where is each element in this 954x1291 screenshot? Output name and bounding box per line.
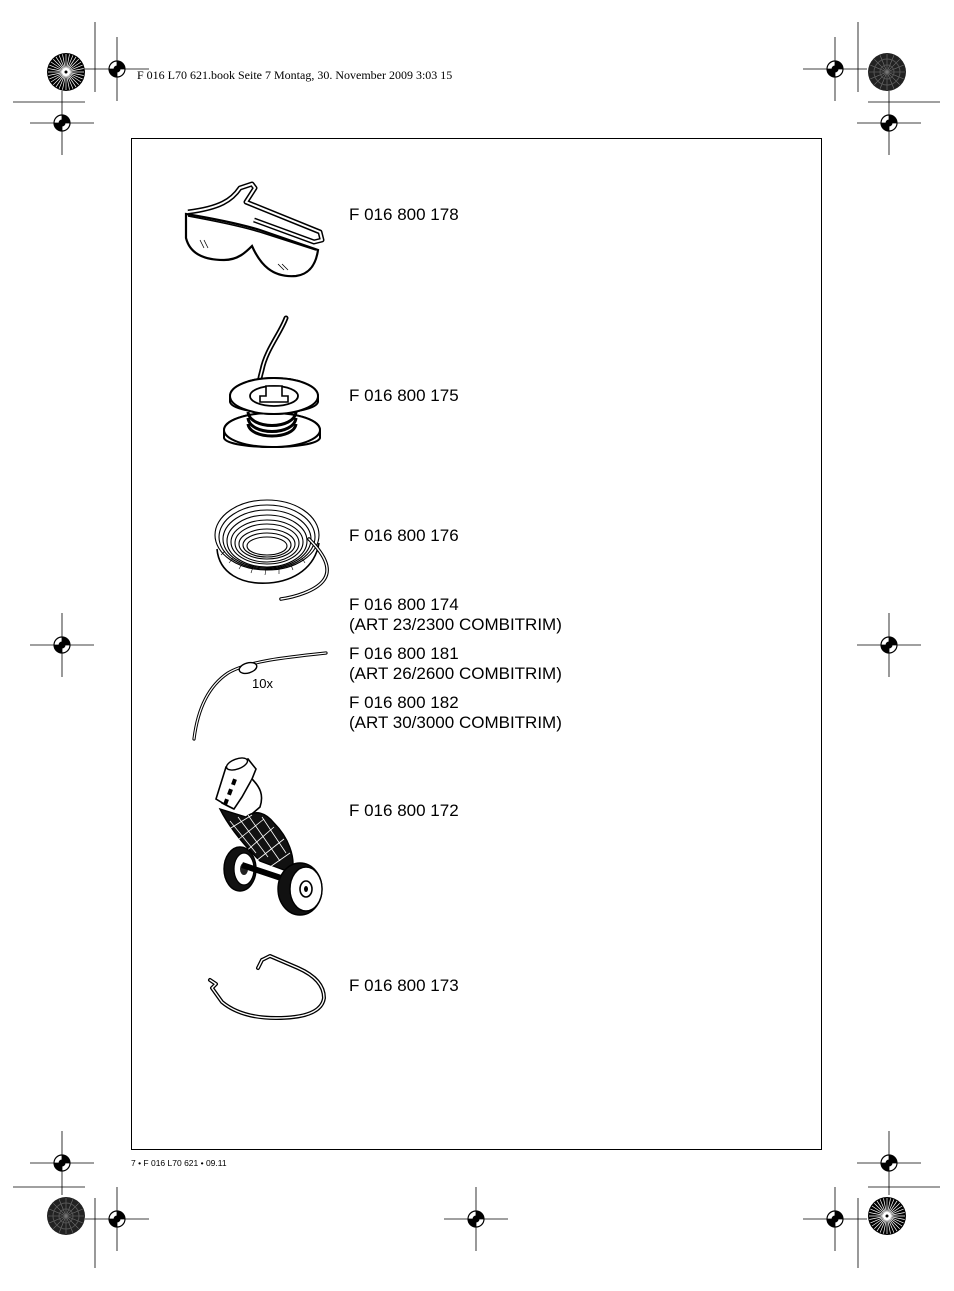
- part-number-safety-glasses: F 016 800 178: [349, 205, 459, 224]
- part-number-wheel-attachment: F 016 800 172: [349, 801, 459, 820]
- plant-guard-illustration: [204, 948, 332, 1026]
- part-number-cutting-line-2: F 016 800 181: [349, 644, 459, 663]
- cutting-line-illustration: [188, 645, 333, 745]
- part-number-cutting-line-3: F 016 800 182: [349, 693, 459, 712]
- part-number-line-coil: F 016 800 176: [349, 526, 459, 545]
- model-note-cutting-line-1: (ART 23/2300 COMBITRIM): [349, 615, 562, 634]
- line-spool-illustration: [218, 312, 333, 457]
- part-number-cutting-line-1: F 016 800 174: [349, 595, 459, 614]
- print-info-header: F 016 L70 621.book Seite 7 Montag, 30. November 2009 3:03 15: [137, 68, 453, 82]
- line-coil-illustration: [205, 495, 340, 605]
- part-number-line-spool: F 016 800 175: [349, 386, 459, 405]
- quantity-label: 10x: [252, 676, 273, 691]
- model-note-cutting-line-2: (ART 26/2600 COMBITRIM): [349, 664, 562, 683]
- footer-doc-code: 7 • F 016 L70 621 • 09.11: [131, 1158, 227, 1168]
- safety-glasses-illustration: [180, 180, 330, 285]
- part-number-plant-guard: F 016 800 173: [349, 976, 459, 995]
- model-note-cutting-line-3: (ART 30/3000 COMBITRIM): [349, 713, 562, 732]
- wheel-attachment-illustration: [212, 757, 330, 917]
